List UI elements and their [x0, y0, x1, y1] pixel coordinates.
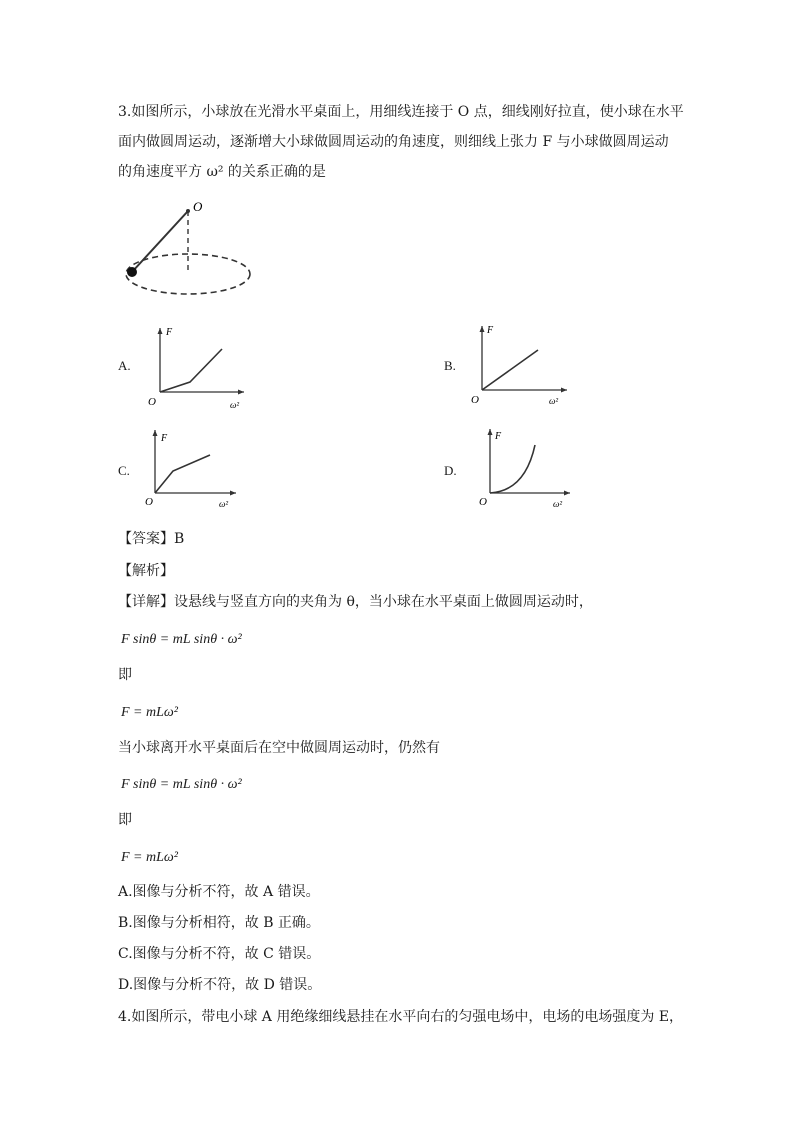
option-b-label: B.: [444, 358, 456, 373]
analysis-header: 【解析】: [118, 563, 174, 579]
detail-line: 【详解】设悬线与竖直方向的夹角为 θ，当小球在水平桌面上做圆周运动时，: [118, 594, 593, 610]
equation-1: F sinθ = mL sinθ · ω²: [121, 632, 242, 647]
conclusion-b: B.图像与分析相符，故 B 正确。: [118, 915, 320, 931]
y-axis-arrow: [480, 326, 485, 332]
option-c-label: C.: [118, 463, 130, 478]
y-axis-arrow: [158, 328, 163, 334]
graph-c: [140, 425, 250, 515]
conclusion-d: D.图像与分析不符，故 D 错误。: [118, 977, 322, 993]
graph-c-curve: [155, 455, 210, 493]
ji-line-1: 即: [118, 667, 132, 683]
x-axis-label: ω²: [230, 400, 240, 410]
graph-d: [470, 425, 585, 517]
question-line-1: 3.如图所示，小球放在光滑水平桌面上，用细线连接于 O 点，细线刚好拉直，使小球在水平: [118, 104, 684, 120]
x-axis-label: ω²: [549, 396, 559, 406]
equation-3: F sinθ = mL sinθ · ω²: [121, 777, 242, 792]
graph-a-curve: [160, 349, 222, 392]
origin-label: O: [471, 394, 479, 406]
graph-b: [465, 320, 580, 412]
y-axis-label: F: [166, 327, 173, 338]
next-question-line: 4.如图所示，带电小球 A 用绝缘细线悬挂在水平向右的匀强电场中，电场的电场强度为 E，: [118, 1009, 684, 1025]
conclusion-c: C.图像与分析不符，故 C 错误。: [118, 946, 321, 962]
x-axis-label: ω²: [219, 499, 229, 509]
graph-b-curve: [482, 350, 538, 390]
origin-label: O: [148, 396, 156, 408]
graph-a: [140, 320, 255, 412]
equation-4: F = mLω²: [121, 850, 178, 865]
origin-label: O: [479, 496, 487, 508]
question-line-2: 面内做圆周运动，逐渐增大小球做圆周运动的角速度，则细线上张力 F 与小球做圆周运动: [118, 134, 669, 150]
y-axis-label: F: [161, 433, 168, 444]
pivot-label: O: [193, 199, 203, 214]
option-d-label: D.: [444, 463, 457, 478]
x-axis-label: ω²: [553, 499, 563, 509]
y-axis-arrow: [488, 429, 493, 435]
origin-label: O: [145, 496, 153, 508]
option-a-label: A.: [118, 358, 131, 373]
ji-line-2: 即: [118, 812, 132, 828]
pivot-point: [186, 209, 190, 213]
equation-2: F = mLω²: [121, 705, 178, 720]
ball: [127, 267, 137, 277]
y-axis-arrow: [153, 430, 158, 436]
x-axis-arrow: [561, 388, 567, 393]
circular-motion-figure: [118, 195, 258, 300]
question-line-3: 的角速度平方 ω² 的关系正确的是: [118, 164, 326, 180]
graph-d-curve: [490, 445, 535, 493]
string-line: [132, 211, 188, 272]
x-axis-arrow: [230, 491, 236, 496]
y-axis-label: F: [495, 431, 502, 442]
text-line-2: 当小球离开水平桌面后在空中做圆周运动时，仍然有: [118, 740, 440, 756]
answer-line: 【答案】B: [118, 531, 185, 547]
x-axis-arrow: [238, 390, 244, 395]
conclusion-a: A.图像与分析不符，故 A 错误。: [118, 884, 320, 900]
x-axis-arrow: [564, 491, 570, 496]
y-axis-label: F: [487, 325, 494, 336]
